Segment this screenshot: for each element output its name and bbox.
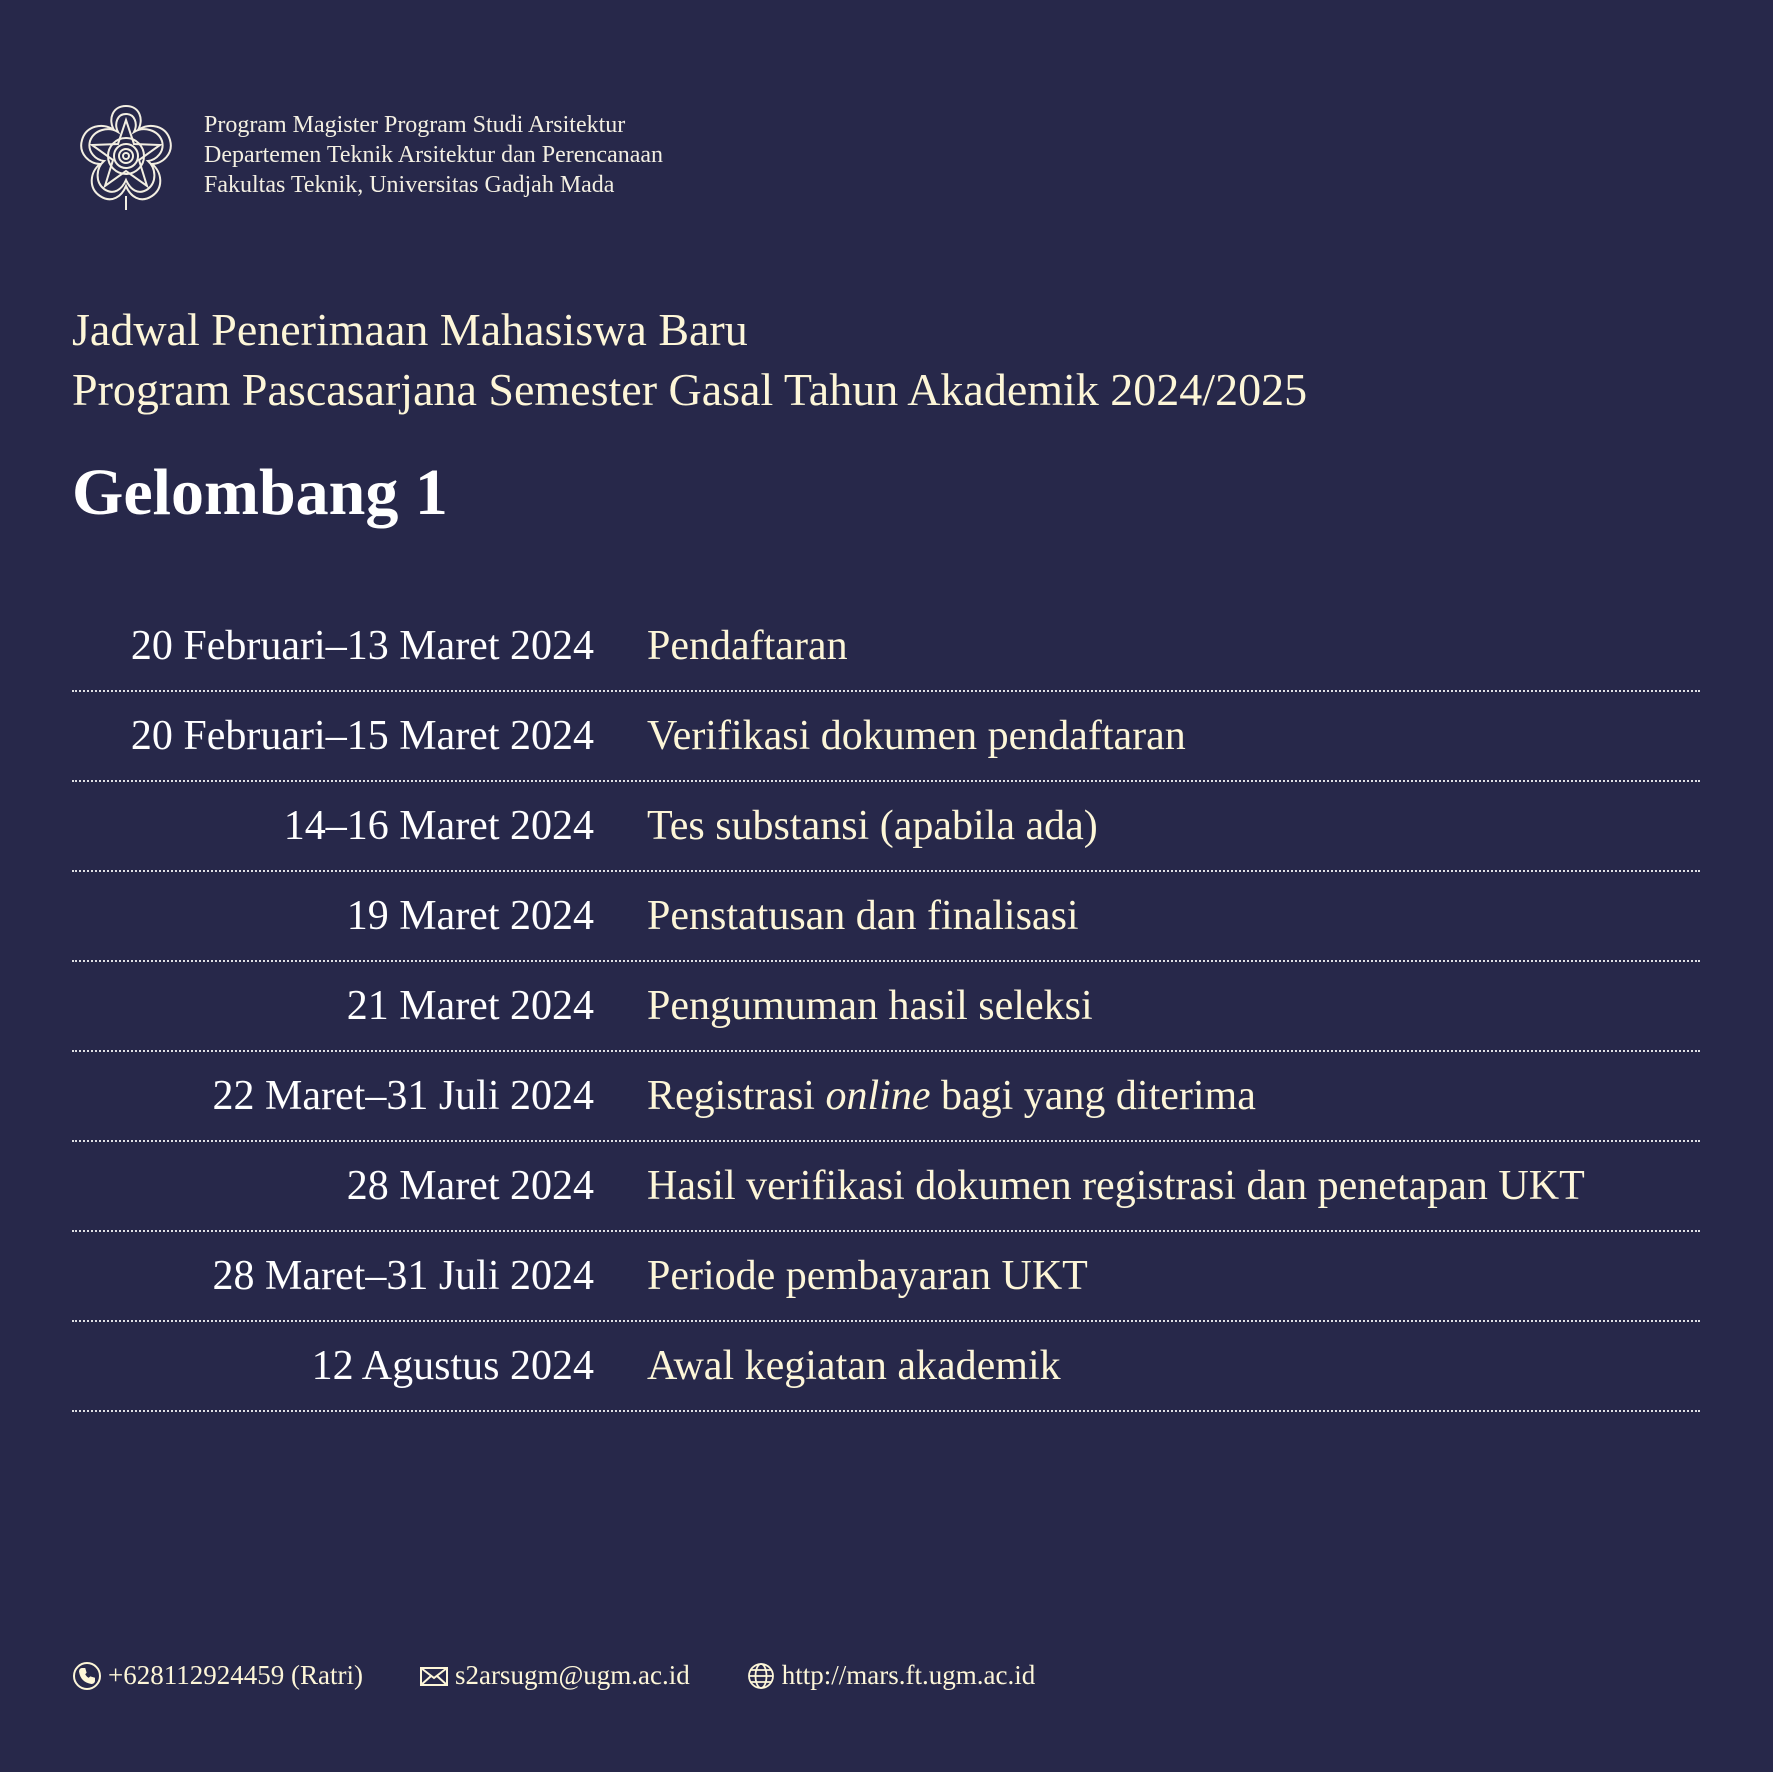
schedule-date: 20 Februari–15 Maret 2024: [130, 713, 594, 759]
schedule-activity: Awal kegiatan akademik: [647, 1343, 1061, 1389]
website-text: http://mars.ft.ugm.ac.id: [781, 1660, 1036, 1690]
page-title: [72, 300, 1307, 420]
schedule-activity: Tes substansi (apabila ada): [647, 803, 1098, 849]
globe-icon: [746, 1661, 776, 1691]
institution-text: [204, 110, 663, 200]
schedule-activity: [647, 1072, 1256, 1120]
contact-web[interactable]: [746, 1660, 1035, 1691]
contact-phone[interactable]: [72, 1660, 363, 1691]
schedule-row: [72, 1232, 1700, 1322]
schedule-date: 21 Maret 2024: [346, 983, 594, 1029]
ugm-emblem-icon: [72, 100, 180, 210]
schedule-row: [72, 1052, 1700, 1142]
schedule-row: [72, 600, 1700, 692]
activity-text: bagi yang diterima: [930, 1073, 1256, 1119]
schedule-date: 19 Maret 2024: [346, 893, 594, 939]
schedule-table: [72, 600, 1700, 1412]
phone-text: +628112924459 (Ratri): [108, 1660, 363, 1690]
schedule-row: [72, 1142, 1700, 1232]
schedule-date: 14–16 Maret 2024: [283, 803, 594, 849]
schedule-activity: Periode pembayaran UKT: [647, 1253, 1088, 1299]
schedule-row: [72, 692, 1700, 782]
institution-line-department: Departemen Teknik Arsitektur dan Perencanaan: [204, 142, 664, 168]
mail-icon: [419, 1661, 449, 1691]
schedule-date: 28 Maret–31 Juli 2024: [212, 1253, 594, 1299]
activity-text: Registrasi: [647, 1073, 826, 1119]
phone-icon: [72, 1661, 102, 1691]
schedule-date: 12 Agustus 2024: [311, 1343, 594, 1389]
schedule-activity: Verifikasi dokumen pendaftaran: [647, 713, 1186, 759]
institution-line-program: Program Magister Program Studi Arsitektur: [204, 112, 626, 138]
schedule-activity: Pendaftaran: [647, 623, 848, 669]
schedule-activity: Hasil verifikasi dokumen registrasi dan penetapan UKT: [647, 1163, 1585, 1209]
activity-italic-text: online: [825, 1073, 931, 1119]
schedule-row: [72, 1322, 1700, 1412]
institution-header: [72, 100, 663, 210]
schedule-date: 20 Februari–13 Maret 2024: [130, 623, 594, 669]
schedule-row: [72, 872, 1700, 962]
institution-line-faculty: Fakultas Teknik, Universitas Gadjah Mada: [204, 172, 615, 198]
schedule-row: [72, 962, 1700, 1052]
schedule-activity: Pengumuman hasil seleksi: [647, 983, 1093, 1029]
schedule-date: 28 Maret 2024: [346, 1163, 594, 1209]
schedule-row: [72, 782, 1700, 872]
title-line-2: Program Pascasarjana Semester Gasal Tahun Akademik 2024/2025: [72, 364, 1308, 415]
email-text: s2arsugm@ugm.ac.id: [454, 1660, 690, 1690]
schedule-date: 22 Maret–31 Juli 2024: [212, 1073, 594, 1119]
contact-email[interactable]: [419, 1660, 690, 1691]
contact-footer: [72, 1660, 1091, 1691]
title-line-1: Jadwal Penerimaan Mahasiswa Baru: [72, 304, 748, 355]
schedule-activity: Penstatusan dan finalisasi: [647, 893, 1079, 939]
wave-heading: Gelombang 1: [72, 456, 448, 529]
